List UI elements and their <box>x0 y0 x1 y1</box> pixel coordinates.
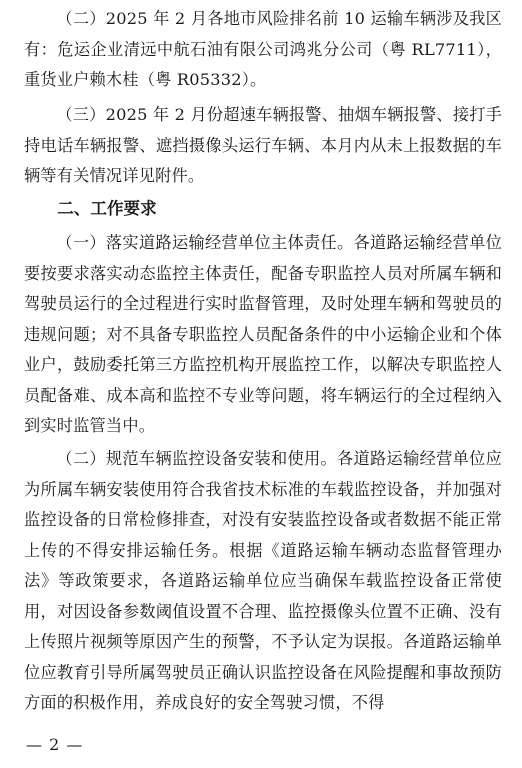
section-heading: 二、工作要求 <box>57 199 157 218</box>
paragraph-alarms: （三）2025 年 2 月份超速车辆报警、抽烟车辆报警、接打手持电话车辆报警、遮挡摄像头运行车辆、本月内从未上报数据的车辆等有关情况详见附件。 <box>24 105 502 185</box>
paragraph-ranking: （二）2025 年 2 月各地市风险排名前 10 运输车辆涉及我区有：危运企业清远中航石油有限公司鸿兆分公司（粤 RL7711），重货业户赖木桂（粤 R05332）。 <box>24 9 502 89</box>
paragraph-requirement-2: （二）规范车辆监控设备安装和使用。各道路运输经营单位应为所属车辆安装使用符合我省技术标准的车载监控设备，并加强对监控设备的日常检修排查，对没有安装监控设备或者数据不能正常上传的不得安排运输任务。根据《道路运输车辆动态监督管理办法》等政策要求，各道路运输单位应当确保车载监控设备正常使用，对因设备参数阈值设置不合理、监控摄像头位置不正确、没有上传照片视频等原因产生的预警，不予认定为误报。各道路运输单位应教育引导所属驾驶员正确认识监控设备在风险提醒和事故预防方面的积极作用，养成良好的安全驾驶习惯，不得 <box>24 449 502 712</box>
page-number: — 2 — <box>26 735 84 754</box>
paragraph-requirement-1: （一）落实道路运输经营单位主体责任。各道路运输经营单位要按要求落实动态监控主体责任，配备专职监控人员对所属车辆和驾驶员运行的全过程进行实时监督管理，及时处理车辆和驾驶员的违规问题；对不具备专职监控人员配备条件的中小运输企业和个体业户，鼓励委托第三方监控机构开展监控工作，以解决专职监控人员配备难、成本高和监控不专业等问题，将车辆运行的全过程纳入到实时监管当中。 <box>24 233 502 435</box>
